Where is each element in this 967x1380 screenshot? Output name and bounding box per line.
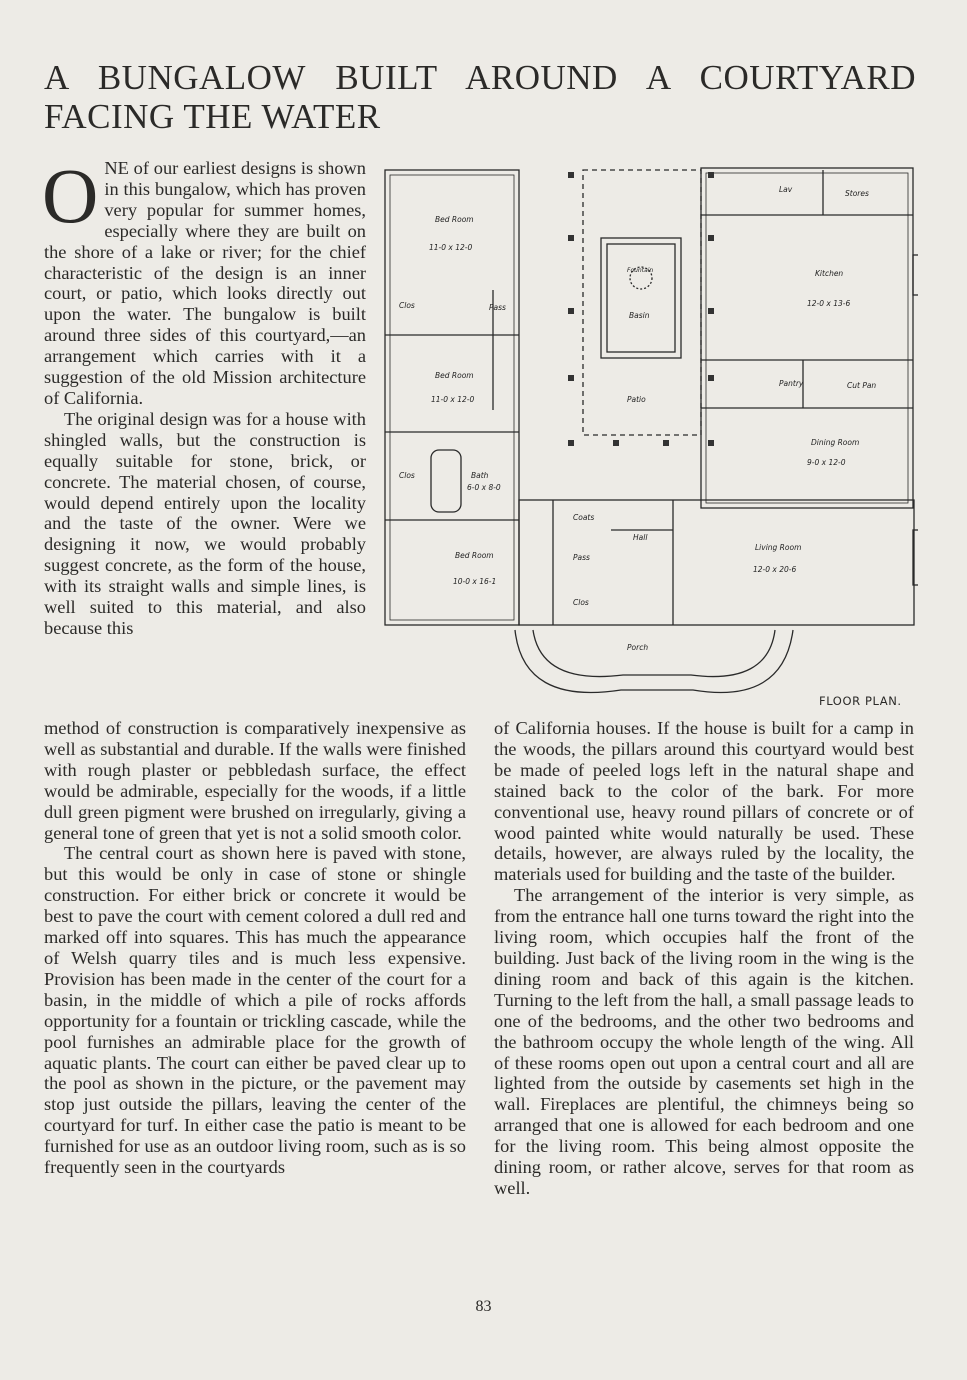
floor-plan-drawing <box>383 160 918 705</box>
pillar <box>568 172 574 178</box>
lead-column <box>42 152 366 639</box>
label-bath-dim: 6-0 x 8-0 <box>467 483 501 492</box>
label-bed-room-1-dim: 11-0 x 12-0 <box>429 243 473 252</box>
paragraph-1 <box>42 152 366 409</box>
label-clos-1: Clos <box>399 301 415 310</box>
paragraph-3: method of construction is comparatively inexpensive as well as substantial and durable. If the walls were finished with rough plaster or pebbledash surface, the effect would be admirable, especially for the woods, if a little dull green pigment were brushed on irregularly, giving a general tone of green that yet is not a solid smooth color. <box>44 718 466 843</box>
paragraph-1-text: NE of our earliest designs is shown in this bungalow, which has proven very popular for summer homes, especially where they are built on the shore of a lake or river; for the chief characteristic of the design is an inner court, or patio, which looks directly out upon the water. The bungalow is built around three sides of this courtyard,—an arrangement which carries with it a suggestion of the old Mission architecture of California. <box>44 158 366 408</box>
paragraph-6: The arrangement of the interior is very simple, as from the entrance hall one turns toward the right into the living room, which occupies half the front of the building. Just back of the living room in the wing is the dining room and back of this again is the kitchen. Turning to the left from the hall, a small passage leads to one of the bedrooms, and the other two bedrooms and the bathroom occupy the whole length of the wing. All of these rooms open out upon a central court and all are lighted from the outside by casements set high in the wall. Fireplaces are plentiful, the chimneys being so arranged that one is allowed for each bedroom and one for the living room. This being almost opposite the dining room, or rather alcove, serves for that room as well. <box>494 885 914 1198</box>
pillar <box>663 440 669 446</box>
title-line-2: FACING THE WATER <box>44 97 381 136</box>
right-wing-inner <box>706 173 908 503</box>
page-number: 83 <box>475 1298 492 1315</box>
label-living-room: Living Room <box>755 543 802 552</box>
label-living-room-dim: 12-0 x 20-6 <box>753 565 797 574</box>
floor-plan <box>383 160 918 705</box>
label-basin: Basin <box>629 311 650 320</box>
label-bed-room-3: Bed Room <box>455 551 494 560</box>
label-kitchen: Kitchen <box>815 269 844 278</box>
pillar <box>613 440 619 446</box>
paragraph-2: The original design was for a house with shingled walls, but the construction is equally suitable for stone, brick, or concrete. The material chosen, of course, would depend entirely upon the locality and the taste of the owner. Were we designing it now, we would probably suggest concrete, as the form of the house, with its straight walls and simple lines, is well suited to this material, and also because this <box>44 408 366 638</box>
label-pantry: Pantry <box>779 379 804 388</box>
plan-caption: FLOOR PLAN. <box>819 694 902 708</box>
porch-inner <box>533 630 775 677</box>
bathtub <box>431 450 461 512</box>
label-pass-2: Pass <box>573 553 590 562</box>
label-pass-1: Pass <box>489 303 506 312</box>
label-hall: Hall <box>633 533 648 542</box>
label-porch: Porch <box>627 643 649 652</box>
left-column <box>44 718 466 1178</box>
pillar <box>708 308 714 314</box>
drop-cap: O <box>42 152 99 239</box>
pillar <box>708 235 714 241</box>
label-coats: Coats <box>573 513 595 522</box>
right-wing-outline <box>701 168 913 508</box>
label-bed-room-2: Bed Room <box>435 371 474 380</box>
label-kitchen-dim: 12-0 x 13-6 <box>807 299 851 308</box>
label-clos-3: Clos <box>573 598 589 607</box>
basin-outer <box>601 238 681 358</box>
label-cut-pan: Cut Pan <box>847 381 877 390</box>
pillar <box>568 308 574 314</box>
basin-inner <box>607 244 675 352</box>
pillar <box>708 375 714 381</box>
label-bed-room-2-dim: 11-0 x 12-0 <box>431 395 475 404</box>
pillar <box>708 172 714 178</box>
label-bed-room-3-dim: 10-0 x 16-1 <box>453 577 497 586</box>
pillar <box>568 440 574 446</box>
right-column <box>494 718 914 1199</box>
label-patio: Patio <box>627 395 646 404</box>
pillar <box>708 440 714 446</box>
label-dining-room-dim: 9-0 x 12-0 <box>807 458 846 467</box>
paragraph-4: The central court as shown here is paved with stone, but this would be only in case of stone or shingle construction. For either brick or concrete it would be best to pave the court with cement colored a dull red and marked off into squares. This has much the appearance of Welsh quarry tiles and is much less expensive. Provision has been made in the center of the court for a basin, in the middle of which a pile of rocks affords opportunity for a fountain or trickling cascade, while the pool furnishes an admirable place for the growth of aquatic plants. The court can either be paved clear up to the pool as shown in the picture, or the pavement may stop just outside the pillars, leaving the center of the courtyard for turf. In either case the patio is meant to be furnished for use as an outdoor living room, such as is so frequently seen in the courtyards <box>44 843 466 1178</box>
label-stores: Stores <box>845 189 869 198</box>
label-clos-2: Clos <box>399 471 415 480</box>
paragraph-5: of California houses. If the house is built for a camp in the woods, the pillars around this courtyard would best be made of peeled logs left in the natural shape and stained back to the color of the bark. For more conventional use, heavy round pillars of concrete or of wood painted white would naturally be used. These details, however, are always ruled by the locality, the materials used for building and the taste of the builder. <box>494 718 914 885</box>
pillar <box>568 375 574 381</box>
kitchen-bay <box>913 255 918 295</box>
label-lav: Lav <box>779 185 793 194</box>
label-fountain: Fountain <box>627 267 654 274</box>
label-dining-room: Dining Room <box>811 438 860 447</box>
label-bed-room-1: Bed Room <box>435 215 474 224</box>
title-line-1: A BUNGALOW BUILT AROUND A COURTYARD <box>44 58 916 97</box>
label-bath: Bath <box>471 471 489 480</box>
article-title <box>44 58 924 136</box>
pillar <box>568 235 574 241</box>
porch-outer <box>515 630 793 693</box>
